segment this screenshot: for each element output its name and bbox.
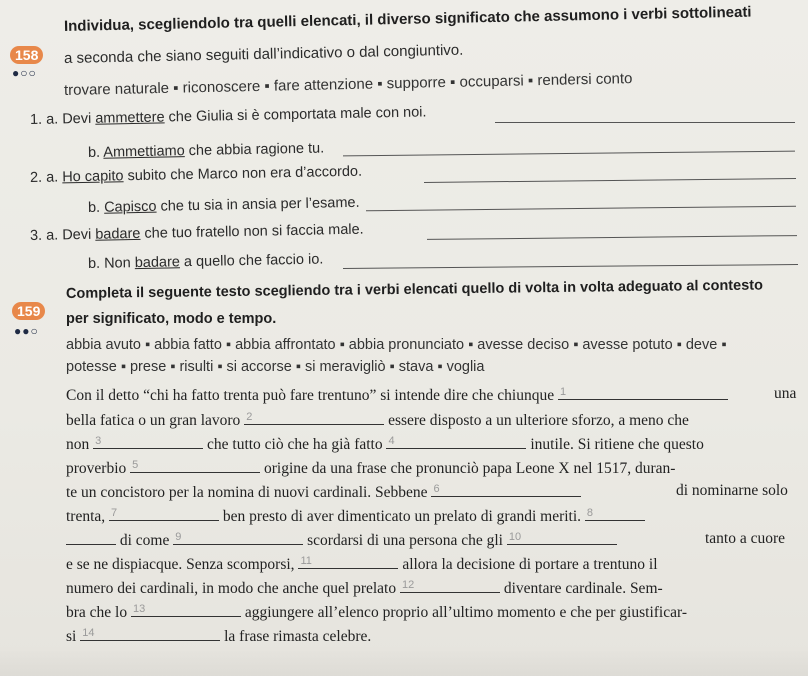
blank-8-cont[interactable] [66,530,116,545]
ex158-item-2a: 2. a. Ho capito subito che Marco non era d’accordo. [29,163,363,186]
exercise-159-difficulty: ●●○ [14,324,39,338]
ex158-item-3a: 3. a. Devi badare che tuo fratello non si faccia male. [29,221,364,244]
blank-13[interactable]: 13 [131,602,241,617]
blank-6[interactable]: 6 [431,482,581,497]
blank-8[interactable]: 8 [585,506,645,521]
answer-line-2a[interactable] [424,178,796,183]
cloze-line-8: e se ne dispiacque. Senza scomporsi, 11 allora la decisione di portare a trentuno il [66,555,658,573]
answer-line-3a[interactable] [427,235,797,240]
page-shadow [0,646,808,676]
cloze-line-1: Con il detto “chi ha fatto trenta può fare trentuno” si intende dire che chiunque 1 [66,385,728,405]
blank-3[interactable]: 3 [93,434,203,449]
cloze-line-10: bra che lo 13 aggiungere all’elenco proprio all’ultimo momento e che per giustificar- [66,603,687,621]
exercise-158-number: 158 [10,46,43,64]
cloze-line-7: di come 9 scordarsi di una persona che gli 10 [66,530,617,550]
exercise-159-instruction-2: per significato, modo e tempo. [66,311,277,327]
cloze-line-5-end: di nominarne solo [676,482,788,499]
cloze-line-6: trenta, 7 ben presto di aver dimenticato un prelato di grandi meriti. 8 [66,506,645,526]
answer-line-1b[interactable] [343,151,795,157]
cloze-line-1-end: una [774,385,797,402]
exercise-158-instruction-2: a seconda che siano seguiti dall’indicativo o dal congiuntivo. [63,41,464,67]
exercise-158-instruction-1: Individua, scegliendolo tra quelli elencati, il diverso significato che assumono i verbi sottolineati [63,3,752,35]
blank-5[interactable]: 5 [130,458,260,473]
blank-1[interactable]: 1 [558,385,728,400]
exercise-159-options-1: abbia avuto ▪ abbia fatto ▪ abbia affrontato ▪ abbia pronunciato ▪ avesse deciso ▪ avesse potuto ▪ deve ▪ [66,337,727,353]
ex158-item-2b: b. Capisco che tu sia in ansia per l’esame. [87,194,360,216]
blank-10[interactable]: 10 [507,530,617,545]
blank-7[interactable]: 7 [109,506,219,521]
exercise-158-options: trovare naturale ▪ riconoscere ▪ fare attenzione ▪ supporre ▪ occuparsi ▪ rendersi conto [63,70,633,99]
blank-2[interactable]: 2 [244,410,384,425]
ex158-item-1b: b. Ammettiamo che abbia ragione tu. [87,140,325,161]
blank-11[interactable]: 11 [298,554,398,569]
cloze-line-4: proverbio 5 origine da una frase che pronunciò papa Leone X nel 1517, duran- [66,459,676,477]
cloze-line-5: te un concistoro per la nomina di nuovi cardinali. Sebbene 6 [66,482,581,502]
blank-4[interactable]: 4 [386,434,526,449]
answer-line-2b[interactable] [366,206,796,212]
answer-line-3b[interactable] [343,264,798,269]
ex158-item-1a: 1. a. Devi ammettere che Giulia si è comportata male con noi. [29,104,427,128]
cloze-line-3: non 3 che tutto ciò che ha già fatto 4 inutile. Si ritiene che questo [66,435,704,453]
cloze-line-7-end: tanto a cuore [705,530,786,547]
blank-9[interactable]: 9 [173,530,303,545]
cloze-line-9: numero dei cardinali, in modo che anche quel prelato 12 diventare cardinale. Sem- [66,579,663,597]
exercise-159-number: 159 [12,302,45,320]
exercise-158-difficulty: ●○○ [12,66,37,80]
exercise-159-options-2: potesse ▪ prese ▪ risulti ▪ si accorse ▪ si meravigliò ▪ stava ▪ voglia [66,359,485,375]
ex158-item-3b: b. Non badare a quello che faccio io. [87,251,324,272]
cloze-line-2: bella fatica o un gran lavoro 2 essere disposto a un ulteriore sforzo, a meno che [66,411,689,429]
answer-line-1a[interactable] [495,122,795,123]
blank-14[interactable]: 14 [80,626,220,641]
exercise-159-instruction-1: Completa il seguente testo scegliendo tra i verbi elencati quello di volta in volta adeguato al contesto [65,277,764,302]
cloze-line-11: si 14 la frase rimasta celebre. [66,627,372,645]
blank-12[interactable]: 12 [400,578,500,593]
